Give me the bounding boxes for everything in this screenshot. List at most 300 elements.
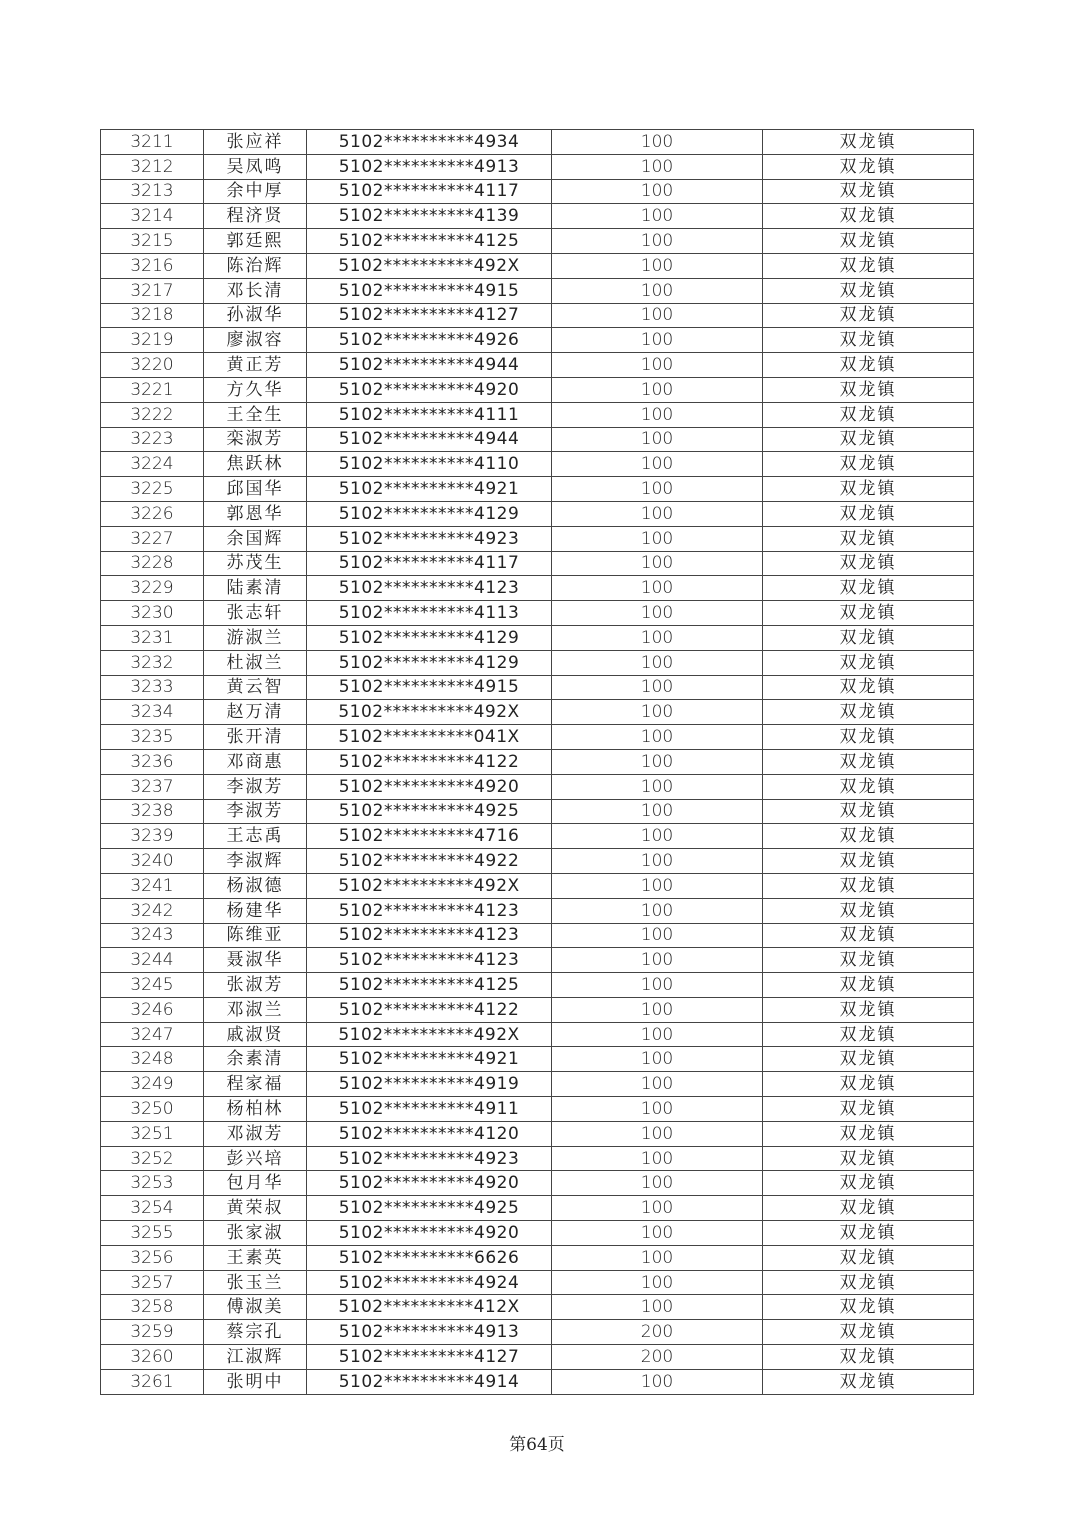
amount-cell: 100 xyxy=(552,625,763,650)
name-cell: 杨柏林 xyxy=(204,1097,307,1122)
town-cell: 双龙镇 xyxy=(763,799,974,824)
table-row xyxy=(101,923,974,948)
id-number-cell: 5102**********4921 xyxy=(307,1047,552,1072)
seq-number-cell: 3224 xyxy=(101,452,204,477)
town-cell: 双龙镇 xyxy=(763,229,974,254)
table-row xyxy=(101,1369,974,1394)
seq-number-cell: 3222 xyxy=(101,402,204,427)
town-cell: 双龙镇 xyxy=(763,204,974,229)
table-row xyxy=(101,576,974,601)
name-cell: 程济贤 xyxy=(204,204,307,229)
id-number-cell: 5102**********4120 xyxy=(307,1121,552,1146)
amount-cell: 100 xyxy=(552,725,763,750)
name-cell: 黄荣叔 xyxy=(204,1196,307,1221)
amount-cell: 100 xyxy=(552,749,763,774)
amount-cell: 100 xyxy=(552,130,763,155)
town-cell: 双龙镇 xyxy=(763,749,974,774)
table-row xyxy=(101,303,974,328)
table-row xyxy=(101,749,974,774)
name-cell: 杨建华 xyxy=(204,898,307,923)
table-row xyxy=(101,1221,974,1246)
id-number-cell: 5102**********4139 xyxy=(307,204,552,229)
id-number-cell: 5102**********492X xyxy=(307,873,552,898)
name-cell: 李淑芳 xyxy=(204,799,307,824)
table-row xyxy=(101,353,974,378)
table-row xyxy=(101,1097,974,1122)
town-cell: 双龙镇 xyxy=(763,328,974,353)
town-cell: 双龙镇 xyxy=(763,997,974,1022)
name-cell: 赵万清 xyxy=(204,700,307,725)
table-row xyxy=(101,601,974,626)
seq-number-cell: 3213 xyxy=(101,179,204,204)
seq-number-cell: 3241 xyxy=(101,873,204,898)
id-number-cell: 5102**********4127 xyxy=(307,303,552,328)
name-cell: 张应祥 xyxy=(204,130,307,155)
id-number-cell: 5102**********4920 xyxy=(307,1221,552,1246)
table-row xyxy=(101,1146,974,1171)
name-cell: 杨淑德 xyxy=(204,873,307,898)
town-cell: 双龙镇 xyxy=(763,402,974,427)
amount-cell: 100 xyxy=(552,1369,763,1394)
name-cell: 邓长清 xyxy=(204,278,307,303)
amount-cell: 100 xyxy=(552,551,763,576)
name-cell: 杜淑兰 xyxy=(204,650,307,675)
town-cell: 双龙镇 xyxy=(763,1295,974,1320)
name-cell: 黄正芳 xyxy=(204,353,307,378)
amount-cell: 100 xyxy=(552,923,763,948)
town-cell: 双龙镇 xyxy=(763,1097,974,1122)
amount-cell: 100 xyxy=(552,377,763,402)
name-cell: 孙淑华 xyxy=(204,303,307,328)
name-cell: 廖淑容 xyxy=(204,328,307,353)
seq-number-cell: 3235 xyxy=(101,725,204,750)
amount-cell: 100 xyxy=(552,1146,763,1171)
id-number-cell: 5102**********4123 xyxy=(307,923,552,948)
table-row xyxy=(101,253,974,278)
seq-number-cell: 3239 xyxy=(101,824,204,849)
amount-cell: 100 xyxy=(552,477,763,502)
id-number-cell: 5102**********4913 xyxy=(307,154,552,179)
seq-number-cell: 3252 xyxy=(101,1146,204,1171)
seq-number-cell: 3215 xyxy=(101,229,204,254)
id-number-cell: 5102**********4920 xyxy=(307,774,552,799)
amount-cell: 100 xyxy=(552,204,763,229)
id-number-cell: 5102**********4113 xyxy=(307,601,552,626)
town-cell: 双龙镇 xyxy=(763,576,974,601)
table-row xyxy=(101,1171,974,1196)
name-cell: 苏茂生 xyxy=(204,551,307,576)
amount-cell: 100 xyxy=(552,849,763,874)
id-number-cell: 5102**********4129 xyxy=(307,501,552,526)
seq-number-cell: 3228 xyxy=(101,551,204,576)
amount-cell: 100 xyxy=(552,601,763,626)
roster-table-body xyxy=(101,130,974,1395)
id-number-cell: 5102**********4123 xyxy=(307,898,552,923)
name-cell: 栾淑芳 xyxy=(204,427,307,452)
id-number-cell: 5102**********4913 xyxy=(307,1320,552,1345)
amount-cell: 100 xyxy=(552,253,763,278)
name-cell: 李淑芳 xyxy=(204,774,307,799)
table-row xyxy=(101,774,974,799)
name-cell: 张玉兰 xyxy=(204,1270,307,1295)
town-cell: 双龙镇 xyxy=(763,948,974,973)
name-cell: 邓淑芳 xyxy=(204,1121,307,1146)
town-cell: 双龙镇 xyxy=(763,1369,974,1394)
id-number-cell: 5102**********4125 xyxy=(307,229,552,254)
id-number-cell: 5102**********4915 xyxy=(307,278,552,303)
amount-cell: 100 xyxy=(552,824,763,849)
amount-cell: 100 xyxy=(552,873,763,898)
id-number-cell: 5102**********4123 xyxy=(307,576,552,601)
table-row xyxy=(101,452,974,477)
seq-number-cell: 3247 xyxy=(101,1022,204,1047)
seq-number-cell: 3245 xyxy=(101,973,204,998)
id-number-cell: 5102**********412X xyxy=(307,1295,552,1320)
town-cell: 双龙镇 xyxy=(763,923,974,948)
town-cell: 双龙镇 xyxy=(763,303,974,328)
id-number-cell: 5102**********4922 xyxy=(307,849,552,874)
name-cell: 方久华 xyxy=(204,377,307,402)
id-number-cell: 5102**********4914 xyxy=(307,1369,552,1394)
seq-number-cell: 3231 xyxy=(101,625,204,650)
seq-number-cell: 3251 xyxy=(101,1121,204,1146)
amount-cell: 100 xyxy=(552,1295,763,1320)
name-cell: 余中厚 xyxy=(204,179,307,204)
seq-number-cell: 3220 xyxy=(101,353,204,378)
town-cell: 双龙镇 xyxy=(763,1146,974,1171)
town-cell: 双龙镇 xyxy=(763,1245,974,1270)
seq-number-cell: 3261 xyxy=(101,1369,204,1394)
table-row xyxy=(101,1196,974,1221)
town-cell: 双龙镇 xyxy=(763,551,974,576)
table-row xyxy=(101,179,974,204)
id-number-cell: 5102**********492X xyxy=(307,253,552,278)
amount-cell: 100 xyxy=(552,1245,763,1270)
name-cell: 王全生 xyxy=(204,402,307,427)
town-cell: 双龙镇 xyxy=(763,898,974,923)
town-cell: 双龙镇 xyxy=(763,774,974,799)
name-cell: 蔡宗孔 xyxy=(204,1320,307,1345)
town-cell: 双龙镇 xyxy=(763,725,974,750)
name-cell: 李淑辉 xyxy=(204,849,307,874)
id-number-cell: 5102**********4129 xyxy=(307,650,552,675)
town-cell: 双龙镇 xyxy=(763,278,974,303)
seq-number-cell: 3216 xyxy=(101,253,204,278)
amount-cell: 100 xyxy=(552,650,763,675)
amount-cell: 100 xyxy=(552,402,763,427)
town-cell: 双龙镇 xyxy=(763,353,974,378)
town-cell: 双龙镇 xyxy=(763,179,974,204)
id-number-cell: 5102**********4925 xyxy=(307,799,552,824)
table-row xyxy=(101,997,974,1022)
seq-number-cell: 3253 xyxy=(101,1171,204,1196)
amount-cell: 100 xyxy=(552,774,763,799)
id-number-cell: 5102**********4111 xyxy=(307,402,552,427)
town-cell: 双龙镇 xyxy=(763,973,974,998)
seq-number-cell: 3218 xyxy=(101,303,204,328)
name-cell: 张淑芳 xyxy=(204,973,307,998)
seq-number-cell: 3226 xyxy=(101,501,204,526)
amount-cell: 100 xyxy=(552,1047,763,1072)
name-cell: 傅淑美 xyxy=(204,1295,307,1320)
table-row xyxy=(101,675,974,700)
seq-number-cell: 3257 xyxy=(101,1270,204,1295)
amount-cell: 100 xyxy=(552,154,763,179)
id-number-cell: 5102**********4926 xyxy=(307,328,552,353)
town-cell: 双龙镇 xyxy=(763,625,974,650)
amount-cell: 100 xyxy=(552,576,763,601)
id-number-cell: 5102**********492X xyxy=(307,1022,552,1047)
seq-number-cell: 3217 xyxy=(101,278,204,303)
town-cell: 双龙镇 xyxy=(763,501,974,526)
table-row xyxy=(101,948,974,973)
seq-number-cell: 3212 xyxy=(101,154,204,179)
name-cell: 王素英 xyxy=(204,1245,307,1270)
table-row xyxy=(101,477,974,502)
table-row xyxy=(101,1345,974,1370)
amount-cell: 200 xyxy=(552,1345,763,1370)
name-cell: 游淑兰 xyxy=(204,625,307,650)
table-row xyxy=(101,1047,974,1072)
name-cell: 邓商惠 xyxy=(204,749,307,774)
table-row xyxy=(101,700,974,725)
name-cell: 陈治辉 xyxy=(204,253,307,278)
seq-number-cell: 3225 xyxy=(101,477,204,502)
id-number-cell: 5102**********4925 xyxy=(307,1196,552,1221)
name-cell: 焦跃林 xyxy=(204,452,307,477)
name-cell: 郭恩华 xyxy=(204,501,307,526)
amount-cell: 100 xyxy=(552,1072,763,1097)
seq-number-cell: 3211 xyxy=(101,130,204,155)
id-number-cell: 5102**********4110 xyxy=(307,452,552,477)
town-cell: 双龙镇 xyxy=(763,1121,974,1146)
town-cell: 双龙镇 xyxy=(763,427,974,452)
table-row xyxy=(101,1072,974,1097)
table-row xyxy=(101,873,974,898)
seq-number-cell: 3237 xyxy=(101,774,204,799)
amount-cell: 100 xyxy=(552,898,763,923)
amount-cell: 100 xyxy=(552,675,763,700)
id-number-cell: 5102**********4716 xyxy=(307,824,552,849)
name-cell: 彭兴培 xyxy=(204,1146,307,1171)
table-row xyxy=(101,427,974,452)
table-row xyxy=(101,204,974,229)
amount-cell: 100 xyxy=(552,229,763,254)
amount-cell: 100 xyxy=(552,1097,763,1122)
seq-number-cell: 3232 xyxy=(101,650,204,675)
town-cell: 双龙镇 xyxy=(763,130,974,155)
table-row xyxy=(101,824,974,849)
table-row xyxy=(101,130,974,155)
seq-number-cell: 3243 xyxy=(101,923,204,948)
table-row xyxy=(101,650,974,675)
amount-cell: 100 xyxy=(552,1221,763,1246)
id-number-cell: 5102**********4923 xyxy=(307,1146,552,1171)
name-cell: 吴凤鸣 xyxy=(204,154,307,179)
amount-cell: 100 xyxy=(552,799,763,824)
table-row xyxy=(101,1295,974,1320)
name-cell: 王志禹 xyxy=(204,824,307,849)
seq-number-cell: 3260 xyxy=(101,1345,204,1370)
town-cell: 双龙镇 xyxy=(763,1320,974,1345)
town-cell: 双龙镇 xyxy=(763,675,974,700)
table-row xyxy=(101,154,974,179)
seq-number-cell: 3248 xyxy=(101,1047,204,1072)
town-cell: 双龙镇 xyxy=(763,1022,974,1047)
town-cell: 双龙镇 xyxy=(763,1270,974,1295)
id-number-cell: 5102**********4934 xyxy=(307,130,552,155)
id-number-cell: 5102**********4127 xyxy=(307,1345,552,1370)
table-row xyxy=(101,278,974,303)
amount-cell: 100 xyxy=(552,526,763,551)
name-cell: 包月华 xyxy=(204,1171,307,1196)
seq-number-cell: 3238 xyxy=(101,799,204,824)
name-cell: 黄云智 xyxy=(204,675,307,700)
amount-cell: 100 xyxy=(552,1022,763,1047)
amount-cell: 100 xyxy=(552,948,763,973)
id-number-cell: 5102**********4919 xyxy=(307,1072,552,1097)
amount-cell: 100 xyxy=(552,501,763,526)
seq-number-cell: 3236 xyxy=(101,749,204,774)
town-cell: 双龙镇 xyxy=(763,601,974,626)
name-cell: 陆素清 xyxy=(204,576,307,601)
id-number-cell: 5102**********6626 xyxy=(307,1245,552,1270)
seq-number-cell: 3246 xyxy=(101,997,204,1022)
town-cell: 双龙镇 xyxy=(763,650,974,675)
table-row xyxy=(101,1245,974,1270)
seq-number-cell: 3258 xyxy=(101,1295,204,1320)
id-number-cell: 5102**********4125 xyxy=(307,973,552,998)
amount-cell: 100 xyxy=(552,700,763,725)
id-number-cell: 5102**********041X xyxy=(307,725,552,750)
town-cell: 双龙镇 xyxy=(763,1047,974,1072)
table-row xyxy=(101,229,974,254)
amount-cell: 100 xyxy=(552,427,763,452)
amount-cell: 200 xyxy=(552,1320,763,1345)
table-row xyxy=(101,725,974,750)
id-number-cell: 5102**********492X xyxy=(307,700,552,725)
name-cell: 张志轩 xyxy=(204,601,307,626)
name-cell: 余素清 xyxy=(204,1047,307,1072)
town-cell: 双龙镇 xyxy=(763,700,974,725)
town-cell: 双龙镇 xyxy=(763,253,974,278)
id-number-cell: 5102**********4117 xyxy=(307,551,552,576)
id-number-cell: 5102**********4924 xyxy=(307,1270,552,1295)
amount-cell: 100 xyxy=(552,179,763,204)
amount-cell: 100 xyxy=(552,278,763,303)
town-cell: 双龙镇 xyxy=(763,1072,974,1097)
name-cell: 江淑辉 xyxy=(204,1345,307,1370)
seq-number-cell: 3259 xyxy=(101,1320,204,1345)
table-row xyxy=(101,526,974,551)
town-cell: 双龙镇 xyxy=(763,477,974,502)
table-row xyxy=(101,402,974,427)
name-cell: 余国辉 xyxy=(204,526,307,551)
id-number-cell: 5102**********4911 xyxy=(307,1097,552,1122)
table-row xyxy=(101,1270,974,1295)
amount-cell: 100 xyxy=(552,973,763,998)
seq-number-cell: 3221 xyxy=(101,377,204,402)
id-number-cell: 5102**********4944 xyxy=(307,427,552,452)
amount-cell: 100 xyxy=(552,997,763,1022)
amount-cell: 100 xyxy=(552,1270,763,1295)
name-cell: 程家福 xyxy=(204,1072,307,1097)
name-cell: 郭廷熙 xyxy=(204,229,307,254)
name-cell: 邱国华 xyxy=(204,477,307,502)
town-cell: 双龙镇 xyxy=(763,824,974,849)
town-cell: 双龙镇 xyxy=(763,452,974,477)
seq-number-cell: 3223 xyxy=(101,427,204,452)
roster-table xyxy=(100,129,974,1395)
table-row xyxy=(101,799,974,824)
name-cell: 张明中 xyxy=(204,1369,307,1394)
id-number-cell: 5102**********4920 xyxy=(307,1171,552,1196)
town-cell: 双龙镇 xyxy=(763,849,974,874)
name-cell: 邓淑兰 xyxy=(204,997,307,1022)
seq-number-cell: 3214 xyxy=(101,204,204,229)
table-row xyxy=(101,973,974,998)
seq-number-cell: 3233 xyxy=(101,675,204,700)
table-row xyxy=(101,1320,974,1345)
town-cell: 双龙镇 xyxy=(763,873,974,898)
town-cell: 双龙镇 xyxy=(763,154,974,179)
table-row xyxy=(101,551,974,576)
id-number-cell: 5102**********4123 xyxy=(307,948,552,973)
table-row xyxy=(101,898,974,923)
name-cell: 陈维亚 xyxy=(204,923,307,948)
seq-number-cell: 3227 xyxy=(101,526,204,551)
amount-cell: 100 xyxy=(552,303,763,328)
seq-number-cell: 3249 xyxy=(101,1072,204,1097)
amount-cell: 100 xyxy=(552,1171,763,1196)
id-number-cell: 5102**********4920 xyxy=(307,377,552,402)
town-cell: 双龙镇 xyxy=(763,1221,974,1246)
id-number-cell: 5102**********4923 xyxy=(307,526,552,551)
table-row xyxy=(101,625,974,650)
table-row xyxy=(101,1121,974,1146)
id-number-cell: 5102**********4129 xyxy=(307,625,552,650)
id-number-cell: 5102**********4921 xyxy=(307,477,552,502)
town-cell: 双龙镇 xyxy=(763,1196,974,1221)
seq-number-cell: 3256 xyxy=(101,1245,204,1270)
seq-number-cell: 3219 xyxy=(101,328,204,353)
name-cell: 张开清 xyxy=(204,725,307,750)
seq-number-cell: 3230 xyxy=(101,601,204,626)
amount-cell: 100 xyxy=(552,353,763,378)
table-row xyxy=(101,1022,974,1047)
table-row xyxy=(101,328,974,353)
seq-number-cell: 3234 xyxy=(101,700,204,725)
amount-cell: 100 xyxy=(552,1196,763,1221)
seq-number-cell: 3255 xyxy=(101,1221,204,1246)
amount-cell: 100 xyxy=(552,1121,763,1146)
table-row xyxy=(101,501,974,526)
amount-cell: 100 xyxy=(552,452,763,477)
seq-number-cell: 3240 xyxy=(101,849,204,874)
table-row xyxy=(101,377,974,402)
id-number-cell: 5102**********4944 xyxy=(307,353,552,378)
town-cell: 双龙镇 xyxy=(763,1171,974,1196)
town-cell: 双龙镇 xyxy=(763,526,974,551)
seq-number-cell: 3242 xyxy=(101,898,204,923)
seq-number-cell: 3244 xyxy=(101,948,204,973)
table-row xyxy=(101,849,974,874)
id-number-cell: 5102**********4915 xyxy=(307,675,552,700)
town-cell: 双龙镇 xyxy=(763,1345,974,1370)
seq-number-cell: 3229 xyxy=(101,576,204,601)
seq-number-cell: 3250 xyxy=(101,1097,204,1122)
id-number-cell: 5102**********4117 xyxy=(307,179,552,204)
